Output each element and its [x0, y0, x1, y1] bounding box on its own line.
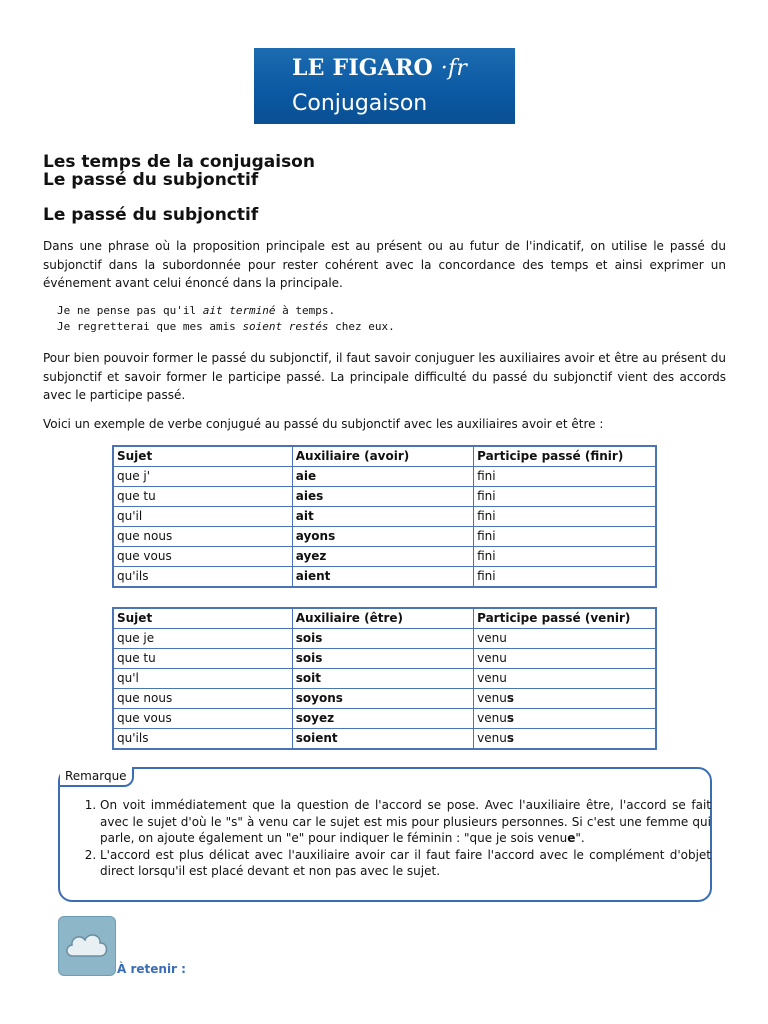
participe-ending: s [506, 731, 514, 745]
participe-base: venu [477, 711, 507, 725]
table-row [113, 567, 656, 588]
cell-participe [474, 669, 656, 689]
cell-auxiliaire: soit [292, 669, 473, 689]
table-header-row [113, 446, 656, 467]
cell-sujet: que vous [113, 547, 292, 567]
table-row [113, 547, 656, 567]
cell-participe [474, 567, 656, 588]
header-sujet: Sujet [113, 608, 292, 629]
cell-auxiliaire: sois [292, 629, 473, 649]
cell-participe [474, 467, 656, 487]
participe-base: fini [477, 529, 496, 543]
cell-auxiliaire: ayez [292, 547, 473, 567]
remark-item-2: 2. L'accord est plus délicat avec l'auxiliaire avoir car il faut faire l'accord avec le complément d'objet direct lorsqu'il est placé devant et non pas avec le sujet. [100, 847, 711, 880]
table-etre [112, 607, 657, 750]
cell-auxiliaire: ait [292, 507, 473, 527]
logo-brand: LE FIGARO ·fr [292, 55, 468, 81]
cell-participe [474, 729, 656, 750]
participe-base: venu [477, 731, 507, 745]
table-row [113, 629, 656, 649]
cell-sujet: qu'ils [113, 729, 292, 750]
intro-paragraph: Dans une phrase où la proposition principale est au présent ou au futur de l'indicatif, on utilise le passé du subjonctif dans la subordonnée pour rester cohérent avec la concordance des temps et ainsi exprimer un événement avant celui énoncé dans la principale. [43, 239, 726, 290]
participe-ending: s [506, 691, 514, 705]
table-row [113, 507, 656, 527]
logo-brand-suffix: fr [447, 56, 468, 81]
header-participe: Participe passé (venir) [474, 608, 656, 629]
table-row [113, 649, 656, 669]
cell-participe [474, 649, 656, 669]
logo-brand-sep: · [440, 56, 448, 81]
participe-base: fini [477, 489, 496, 503]
cell-auxiliaire: aie [292, 467, 473, 487]
cell-sujet: que tu [113, 649, 292, 669]
cell-auxiliaire: soyons [292, 689, 473, 709]
cell-auxiliaire: soient [292, 729, 473, 750]
cell-participe [474, 547, 656, 567]
cell-sujet: qu'ils [113, 567, 292, 588]
cell-participe [474, 689, 656, 709]
cell-participe [474, 527, 656, 547]
cell-sujet: que tu [113, 487, 292, 507]
cell-sujet: que j' [113, 467, 292, 487]
page-title-line2: Le passé du subjonctif [43, 170, 259, 190]
table-avoir-body [113, 467, 656, 588]
retenir-label: À retenir : [117, 962, 186, 976]
participe-base: venu [477, 691, 507, 705]
cell-participe [474, 629, 656, 649]
header-auxiliaire: Auxiliaire (avoir) [292, 446, 473, 467]
cell-auxiliaire: sois [292, 649, 473, 669]
page-title [43, 153, 315, 189]
example-intro-paragraph: Voici un exemple de verbe conjugué au passé du subjonctif avec les auxiliaires avoir et être : [43, 417, 604, 431]
remark-item-1: 1. On voit immédiatement que la question de l'accord se pose. Avec l'auxiliaire être, l'accord se fait avec le sujet d'où le "s" à venu car le sujet est mis pour plusieurs personnes. Si c'est une femme qui parle, on ajoute également un "e" pour indiquer le féminin : "que je sois venue". [100, 797, 711, 847]
cell-participe [474, 709, 656, 729]
section-title: Le passé du subjonctif [43, 205, 259, 225]
examples-block [57, 303, 395, 335]
cell-participe [474, 487, 656, 507]
cell-sujet: que vous [113, 709, 292, 729]
table-row [113, 729, 656, 750]
cell-auxiliaire: soyez [292, 709, 473, 729]
example-2: Je regretterai que mes amis soient restés chez eux. [57, 320, 395, 333]
cell-auxiliaire: aient [292, 567, 473, 588]
cell-sujet: que je [113, 629, 292, 649]
table-etre-body [113, 629, 656, 750]
header-participe: Participe passé (finir) [474, 446, 656, 467]
cloud-icon [58, 916, 116, 976]
table-avoir [112, 445, 657, 588]
header-sujet: Sujet [113, 446, 292, 467]
table-row [113, 709, 656, 729]
header-auxiliaire: Auxiliaire (être) [292, 608, 473, 629]
formation-paragraph: Pour bien pouvoir former le passé du subjonctif, il faut savoir conjuguer les auxiliaires avoir et être au présent du subjonctif et savoir former le participe passé. La principale difficulté du passé du subjonctif vient des accords avec le participe passé. [43, 351, 726, 402]
table-row [113, 669, 656, 689]
table-row [113, 467, 656, 487]
participe-base: fini [477, 569, 496, 583]
remark-list [60, 797, 711, 880]
participe-base: fini [477, 509, 496, 523]
example-1: Je ne pense pas qu'il ait terminé à temps. [57, 304, 336, 317]
table-header-row [113, 608, 656, 629]
remark-label: Remarque [60, 767, 134, 787]
cell-auxiliaire: ayons [292, 527, 473, 547]
page-title-line1: Les temps de la conjugaison [43, 152, 315, 172]
participe-base: venu [477, 651, 507, 665]
table-row [113, 527, 656, 547]
table-row [113, 487, 656, 507]
cell-auxiliaire: aies [292, 487, 473, 507]
table-row [113, 689, 656, 709]
cell-sujet: que nous [113, 527, 292, 547]
remark-box [58, 767, 712, 902]
cell-participe [474, 507, 656, 527]
cell-sujet: qu'il [113, 507, 292, 527]
participe-ending: s [506, 711, 514, 725]
logo-subtitle: Conjugaison [292, 91, 428, 116]
participe-base: venu [477, 671, 507, 685]
participe-base: fini [477, 549, 496, 563]
cell-sujet: qu'l [113, 669, 292, 689]
figaro-logo[interactable] [254, 48, 515, 124]
participe-base: venu [477, 631, 507, 645]
cell-sujet: que nous [113, 689, 292, 709]
participe-base: fini [477, 469, 496, 483]
